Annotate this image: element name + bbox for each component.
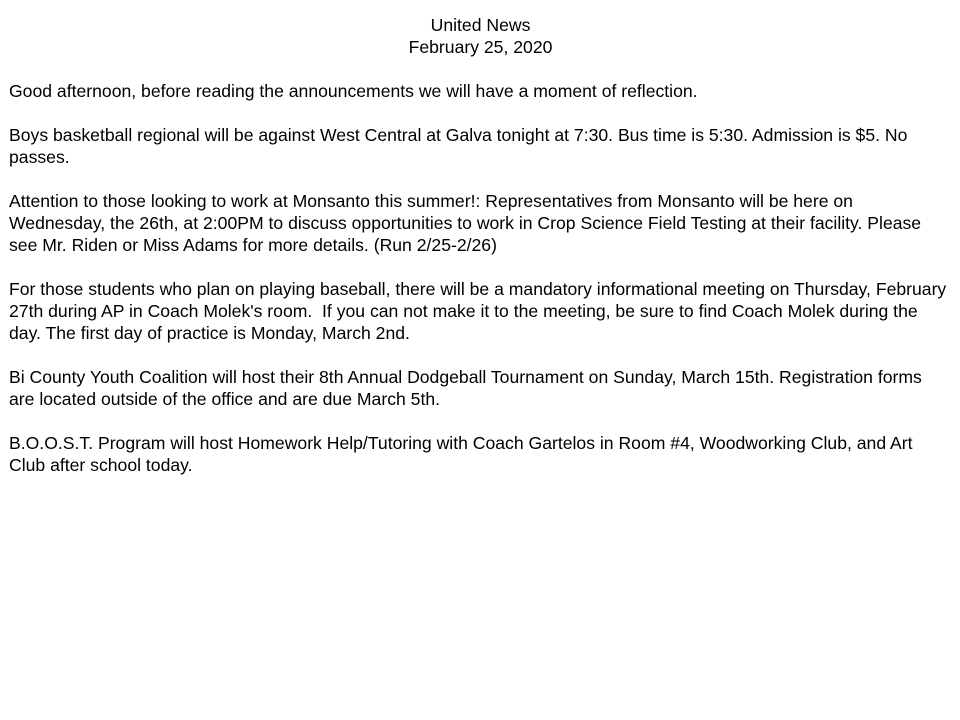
announcement-monsanto: Attention to those looking to work at Monsanto this summer!: Representatives from Monsanto will be here on Wednesday, the 26th, at 2:00PM to discuss opportunities to work in Crop Science Field Testing at their facility. Please see Mr. Riden or Miss Adams for more details. (Run 2/25-2/26) xyxy=(9,191,926,255)
announcement-reflection: Good afternoon, before reading the announcements we will have a moment of reflection. xyxy=(9,81,698,101)
announcement-boost: B.O.O.S.T. Program will host Homework Help/Tutoring with Coach Gartelos in Room #4, Woodworking Club, and Art Club after school today. xyxy=(9,433,918,475)
announcement-baseball: For those students who plan on playing baseball, there will be a mandatory informational meeting on Thursday, February 27th during AP in Coach Molek's room. If you can not make it to the meeting, be sure to find Coach Molek during the day. The first day of practice is Monday, March 2nd. xyxy=(9,279,952,343)
document-date: February 25, 2020 xyxy=(408,37,553,57)
document-header xyxy=(9,14,952,58)
announcement-dodgeball: Bi County Youth Coalition will host their 8th Annual Dodgeball Tournament on Sunday, March 15th. Registration forms are located outside of the office and are due March 5th. xyxy=(9,367,927,409)
announcement-basketball: Boys basketball regional will be against West Central at Galva tonight at 7:30. Bus time is 5:30. Admission is $5. No passes. xyxy=(9,125,913,167)
document-title: United News xyxy=(430,15,531,35)
